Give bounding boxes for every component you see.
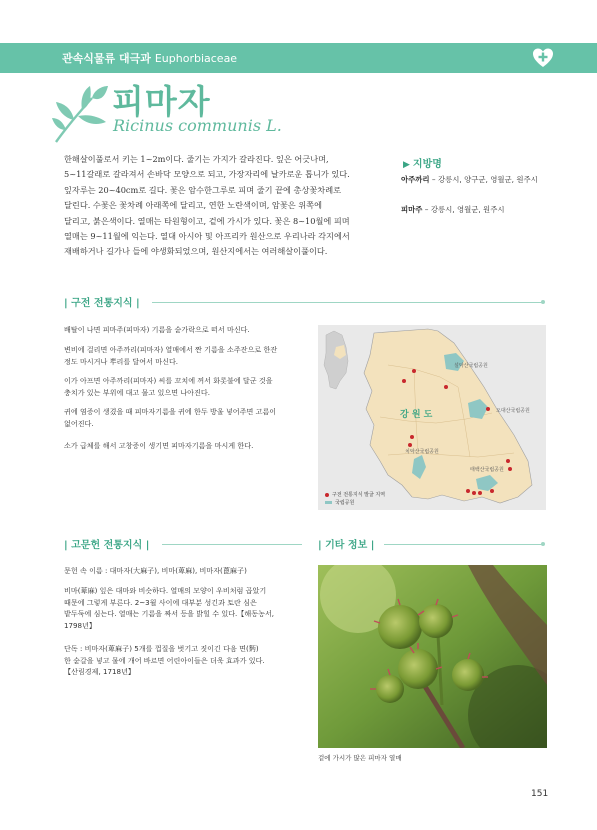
- section-divider-dot: [541, 542, 545, 546]
- etc-heading: | 기타 정보 |: [318, 540, 375, 551]
- plant-description: [64, 152, 400, 260]
- photo-caption: 겉에 가시가 많은 피마자 열매: [318, 754, 402, 762]
- region-places: – 강릉시, 영월군, 원주시: [424, 205, 505, 214]
- map-province-label: 강 원 도: [400, 410, 433, 420]
- legend-item: 국립공원: [325, 499, 385, 507]
- triangle-icon: ▶: [403, 160, 410, 170]
- region-entry: [401, 173, 561, 187]
- description-line: 달린다. 수꽃은 꽃차례 아래쪽에 달리고, 연한 노란색이며, 암꽃은 위쪽에: [64, 200, 322, 211]
- park-swatch-icon: [325, 501, 332, 504]
- region-name: 아주까리: [401, 175, 430, 184]
- description-line: 잎자루는 20~40cm로 길다. 꽃은 암수한그루로 피며 줄기 끝에 총상꽃차례로: [64, 184, 342, 195]
- legend-item: 구전 전통지식 발굴 지역: [325, 491, 385, 499]
- category-ko: 관속식물류 대극과: [62, 52, 151, 65]
- oral-paragraph: 변비에 걸리면 아주까리(피마자) 열매에서 짠 기름을 소주잔으로 한잔 정도 마시거나 뿌리를 달여서 마신다.: [64, 345, 278, 366]
- section-divider: [152, 302, 542, 303]
- region-entry: [401, 203, 561, 217]
- oral-paragraph: 이가 아프면 아주까리(피마자) 씨를 꼬치에 꺼서 화롯불에 달군 것을 충치가 있는 부위에 대고 물고 있으면 나아진다.: [64, 376, 273, 397]
- literature-paragraph: 문헌 속 이름 : 대마자(大麻子), 비마(萆麻), 비마자(蓖麻子): [64, 566, 247, 575]
- scientific-name: Ricinus communis L.: [113, 116, 282, 135]
- map-park-label: 치악산국립공원: [405, 449, 439, 455]
- description-line: 재배하거나 길가나 들에 야생화되었으며, 원산지에서는 여러해살이풀이다.: [64, 246, 328, 257]
- map-park-label: 태백산국립공원: [470, 467, 504, 473]
- oral-paragraph: 귀에 염증이 생겼을 때 피마자기름을 귀에 한두 방울 넣어주면 고름이 없어진다.: [64, 407, 277, 428]
- category-label: [62, 50, 237, 66]
- castor-fruit-photo: [318, 565, 547, 748]
- category-en: Euphorbiaceae: [154, 52, 238, 65]
- literature-paragraph: 단독 : 비마자(萆麻子) 5개를 껍질을 벗기고 짓이긴 다음 면(麪) 한 숟갈을 넣고 물에 개어 바르면 어린아이들은 더욱 효과가 있다. 【산림경제, 1718년】: [64, 644, 265, 677]
- oral-knowledge-heading: | 구전 전통지식 |: [64, 298, 140, 309]
- page-title: 피마자: [112, 82, 211, 121]
- description-line: 한해살이풀로서 키는 1~2m이다. 줄기는 가지가 갈라진다. 잎은 어긋나며,: [64, 154, 329, 164]
- region-names-title: ▶ 지방명: [403, 159, 442, 170]
- region-name: 피마주: [401, 205, 423, 214]
- section-divider-dot: [541, 300, 545, 304]
- section-divider: [162, 544, 302, 545]
- map-park-label: 설악산국립공원: [454, 363, 488, 369]
- red-dot-icon: [325, 493, 329, 497]
- oral-paragraph: 소가 급체를 해서 고창증이 생기면 피마자기름을 마시게 한다.: [64, 441, 254, 450]
- leaf-icon: [52, 84, 110, 144]
- plus-circle-icon: [531, 46, 555, 70]
- page-number: 151: [531, 789, 549, 799]
- literature-heading: | 고문헌 전통지식 |: [64, 540, 150, 551]
- description-line: 열매는 9~11월에 익는다. 열대 아시아 및 아프리카 원산으로 우리나라 각지에서: [64, 231, 350, 242]
- section-divider: [384, 544, 542, 545]
- region-places: – 강릉시, 양구군, 영월군, 원주시: [431, 175, 538, 184]
- map-legend: [325, 491, 385, 507]
- description-line: 달리고, 붉은색이다. 열매는 타원형이고, 겉에 가시가 있다. 꽃은 8~10월에 피며: [64, 215, 350, 226]
- description-line: 5~11갈래로 갈라져서 손바닥 모양으로 되고, 가장자리에 날카로운 톱니가 있다.: [64, 169, 350, 180]
- literature-paragraph: 비마(萆麻) 잎은 대마와 비슷하다. 열매의 모양이 우비처럼 곱았기 때문에 그렇게 부른다. 2~3월 사이에 대부분 성긴과 토란 심은 밭두둑에 심는다. 열매는 기름을 짜서 등을 밝힐 수 있다.【해동농서, 1798년】: [64, 586, 275, 630]
- map-park-label: 오대산국립공원: [496, 408, 530, 414]
- oral-paragraph: 배탈이 나면 피마주(피마자) 기름을 숟가락으로 떠서 마신다.: [64, 325, 250, 334]
